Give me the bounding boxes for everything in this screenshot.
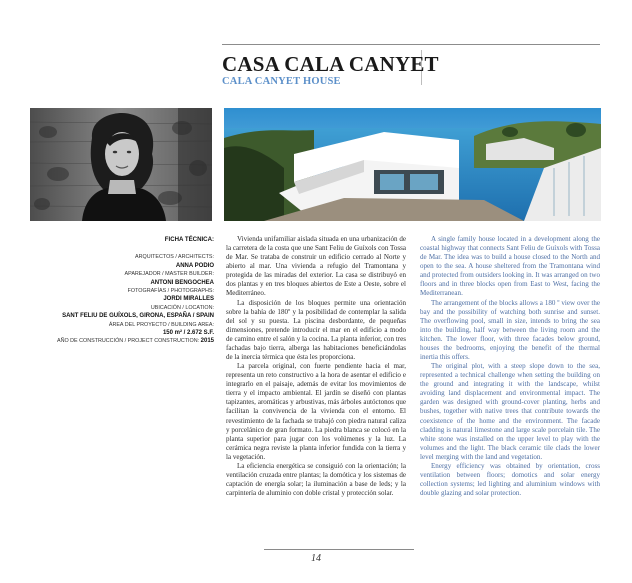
top-rule bbox=[222, 44, 600, 45]
paragraph: Vivienda unifamiliar aislada situada en una urbanización de la carretera de la costa que une Sant Feliu de Guíxols con Tossa de Mar. Se trataba de construir un edificio cerrado al Norte y abierto al mar. Una vivienda a refugio del Tramontana y protegida de las miradas del exterior. La casa se distribuyó en dos plantas y en tres bloques abiertos de Este a Oeste, sobre el Mediterráneo. bbox=[226, 235, 406, 298]
page-title: CASA CALA CANYET bbox=[222, 52, 439, 76]
credit-label: APAREJADOR / MASTER BUILDER: bbox=[124, 271, 214, 278]
credit-value: SANT FELIU DE GUÍXOLS, GIRONA, ESPAÑA / SPAIN bbox=[62, 313, 214, 320]
portrait-illustration bbox=[30, 108, 212, 221]
paragraph: La parcela original, con fuerte pendiente hacia el mar, representa un reto constructivo a la hora de asentar el edificio e integrarlo en el paisaje, además de evitar los movimientos de tierra y el impacto ambiental. El jardín se diseñó con plantas tapizantes, aromáticas y arbustivas, más árboles autóctonos que facilitan la convivencia de la vivienda con el entorno. El revestimiento de la fachada se trabajó con piedra natural caliza y porcelánico de gran formato. La piedra blanca se colocó en la planta superior para jugar con los volúmenes y la luz. La cerámica negra reviste la planta inferior fundida con la tierra y la vegetación. bbox=[226, 362, 406, 461]
credit-value: ANNA PODIO bbox=[175, 262, 214, 269]
credit-label: ARQUITECTOS / ARCHITECTS: bbox=[135, 254, 214, 261]
body-text-spanish bbox=[226, 235, 406, 498]
credit-label: AÑO DE CONSTRUCCIÓN / PROJECT CONSTRUCTION: bbox=[56, 338, 200, 345]
body-text-english bbox=[420, 235, 600, 498]
footer-rule bbox=[264, 549, 414, 550]
credit-value: 150 m² / 2.672 S.F. bbox=[162, 330, 214, 337]
paragraph: A single family house located in a development along the coastal highway that connects Sant Feliu de Guíxols with Tossa de Mar. The idea was to build a house closed to the North and open to the sea. A house sheltered from the Tramontana wind and protected from outsiders looking in. It was arranged on two floors and in three blocks open from East to West, facing the Mediterranean. bbox=[420, 235, 600, 298]
architect-portrait-photo bbox=[30, 108, 212, 221]
credit-value: 2015 bbox=[200, 338, 214, 345]
credits-heading: FICHA TÉCNICA: bbox=[164, 236, 214, 243]
paragraph: The arrangement of the blocks allows a 180 º view over the bay and the possibility of watching both sunrise and sunset. The overflowing pool, small in size, intends to bring the sea into the building, half way between the living room and the kitchen. The lower floor, with three facades below ground, houses the bedrooms, enjoying the benefit of the thermal inertia this offers. bbox=[420, 298, 600, 362]
hero-illustration bbox=[224, 108, 601, 221]
technical-credits bbox=[26, 236, 214, 346]
credit-label: UBICACIÓN / LOCATION: bbox=[150, 304, 214, 311]
credit-value: ANTONI BENGOCHEA bbox=[150, 279, 214, 286]
paragraph: La disposición de los bloques permite una orientación sobre la bahía de 180º y la posibilidad de contemplar la salida del sol y su puesta. La piscina desbordante, de pequeñas dimensiones, pretende introducir el mar en el edificio a modo de camino entre el salón y la cocina. La planta inferior, con tres fachadas bajo tierra, alberga las habitaciones beneficiándolas de la inercia térmica que ésta les proporciona. bbox=[226, 298, 406, 362]
paragraph: Energy efficiency was obtained by orientation, cross ventilation between floors; domotics and solar energy collection systems; led lighting and aluminium windows with double glazing and solar protection. bbox=[420, 461, 600, 498]
paragraph: The original plot, with a steep slope down to the sea, represented a technical challenge when setting the building on the ground and integrating it with the landscape, whilst avoiding land displacement and environmental impact. The garden was designed with ground-cover planting, herbs and bushes, together with native trees that contribute towards the coexistence of the home and the environment. The facade cladding is natural limestone and large scale porcelain tile. The white stone was installed on the upper level to play with the volumes and the light. The black ceramic tile clads the lower level merging with the land and vegetation. bbox=[420, 362, 600, 461]
house-sea-view-photo bbox=[224, 108, 601, 221]
credit-label: FOTOGRAFÍAS / PHOTOGRAPHS: bbox=[127, 288, 214, 295]
credit-line bbox=[26, 337, 214, 345]
credit-label: ÁREA DEL PROYECTO / BUILDING AREA: bbox=[108, 321, 214, 328]
credit-value: JORDI MIRALLES bbox=[163, 296, 214, 303]
paragraph: La eficiencia energética se consiguió con la orientación; la ventilación cruzada entre plantas; la domótica y los sistemas de captación de energía solar; la iluminación a base de leds; y la carpintería de aluminio con doble cristal y protección solar. bbox=[226, 461, 406, 498]
page-subtitle: CALA CANYET HOUSE bbox=[222, 76, 341, 87]
page-number: 14 bbox=[311, 553, 321, 564]
